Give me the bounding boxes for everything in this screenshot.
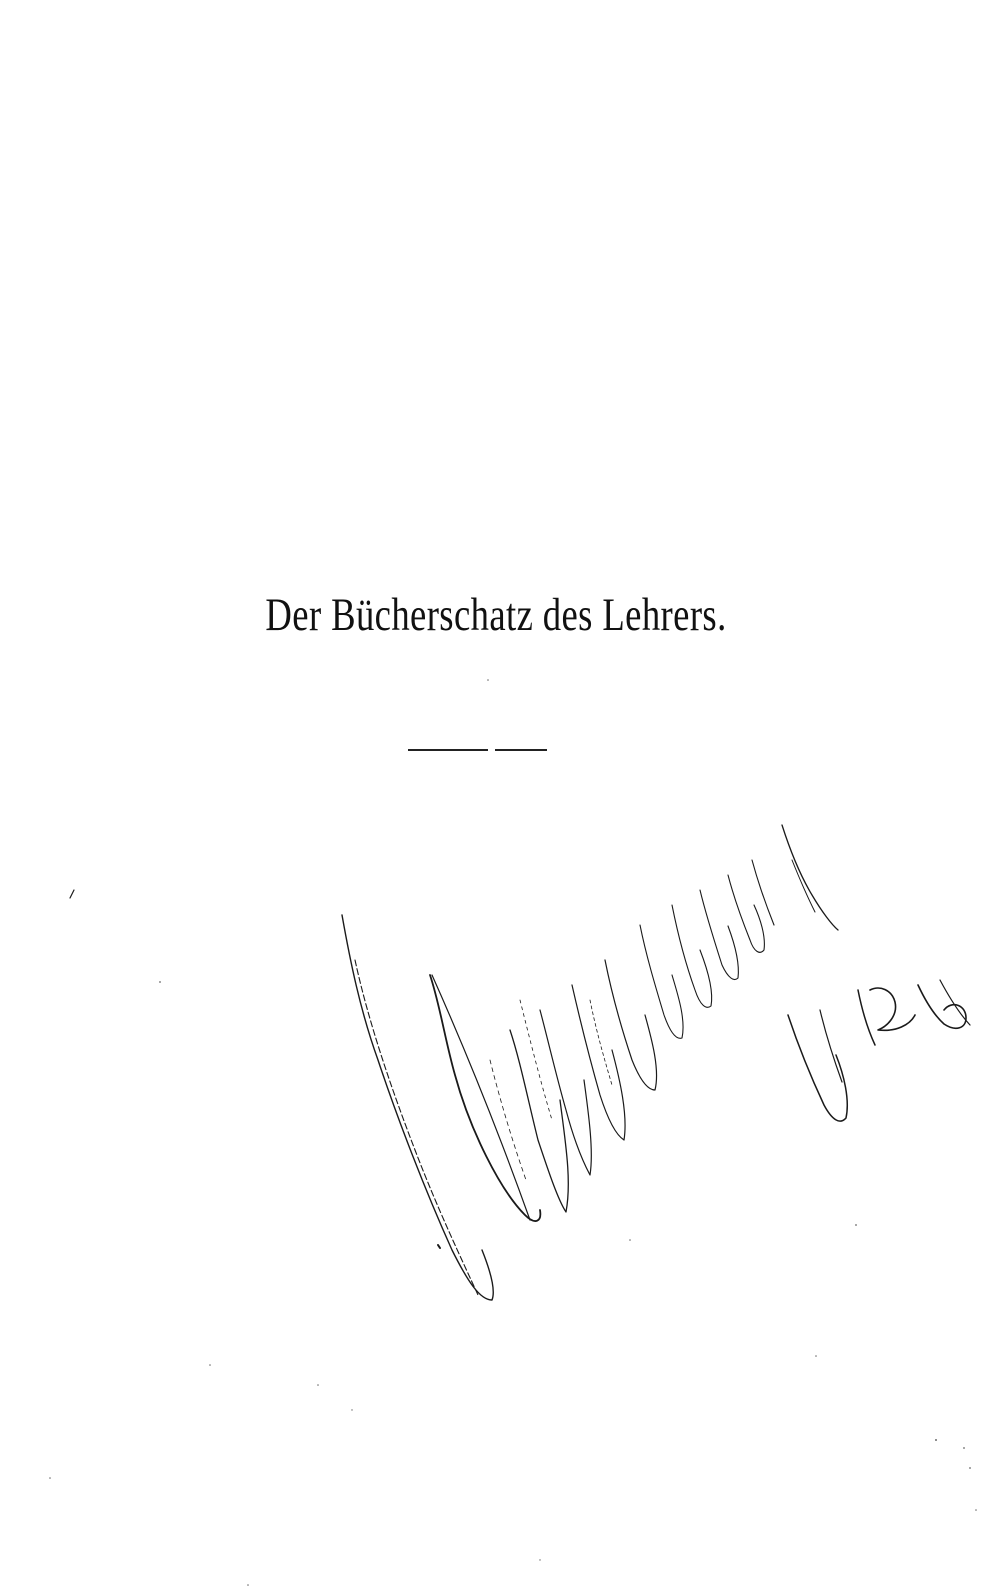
page-title: Der Bücherschatz des Lehrers. xyxy=(265,589,727,641)
